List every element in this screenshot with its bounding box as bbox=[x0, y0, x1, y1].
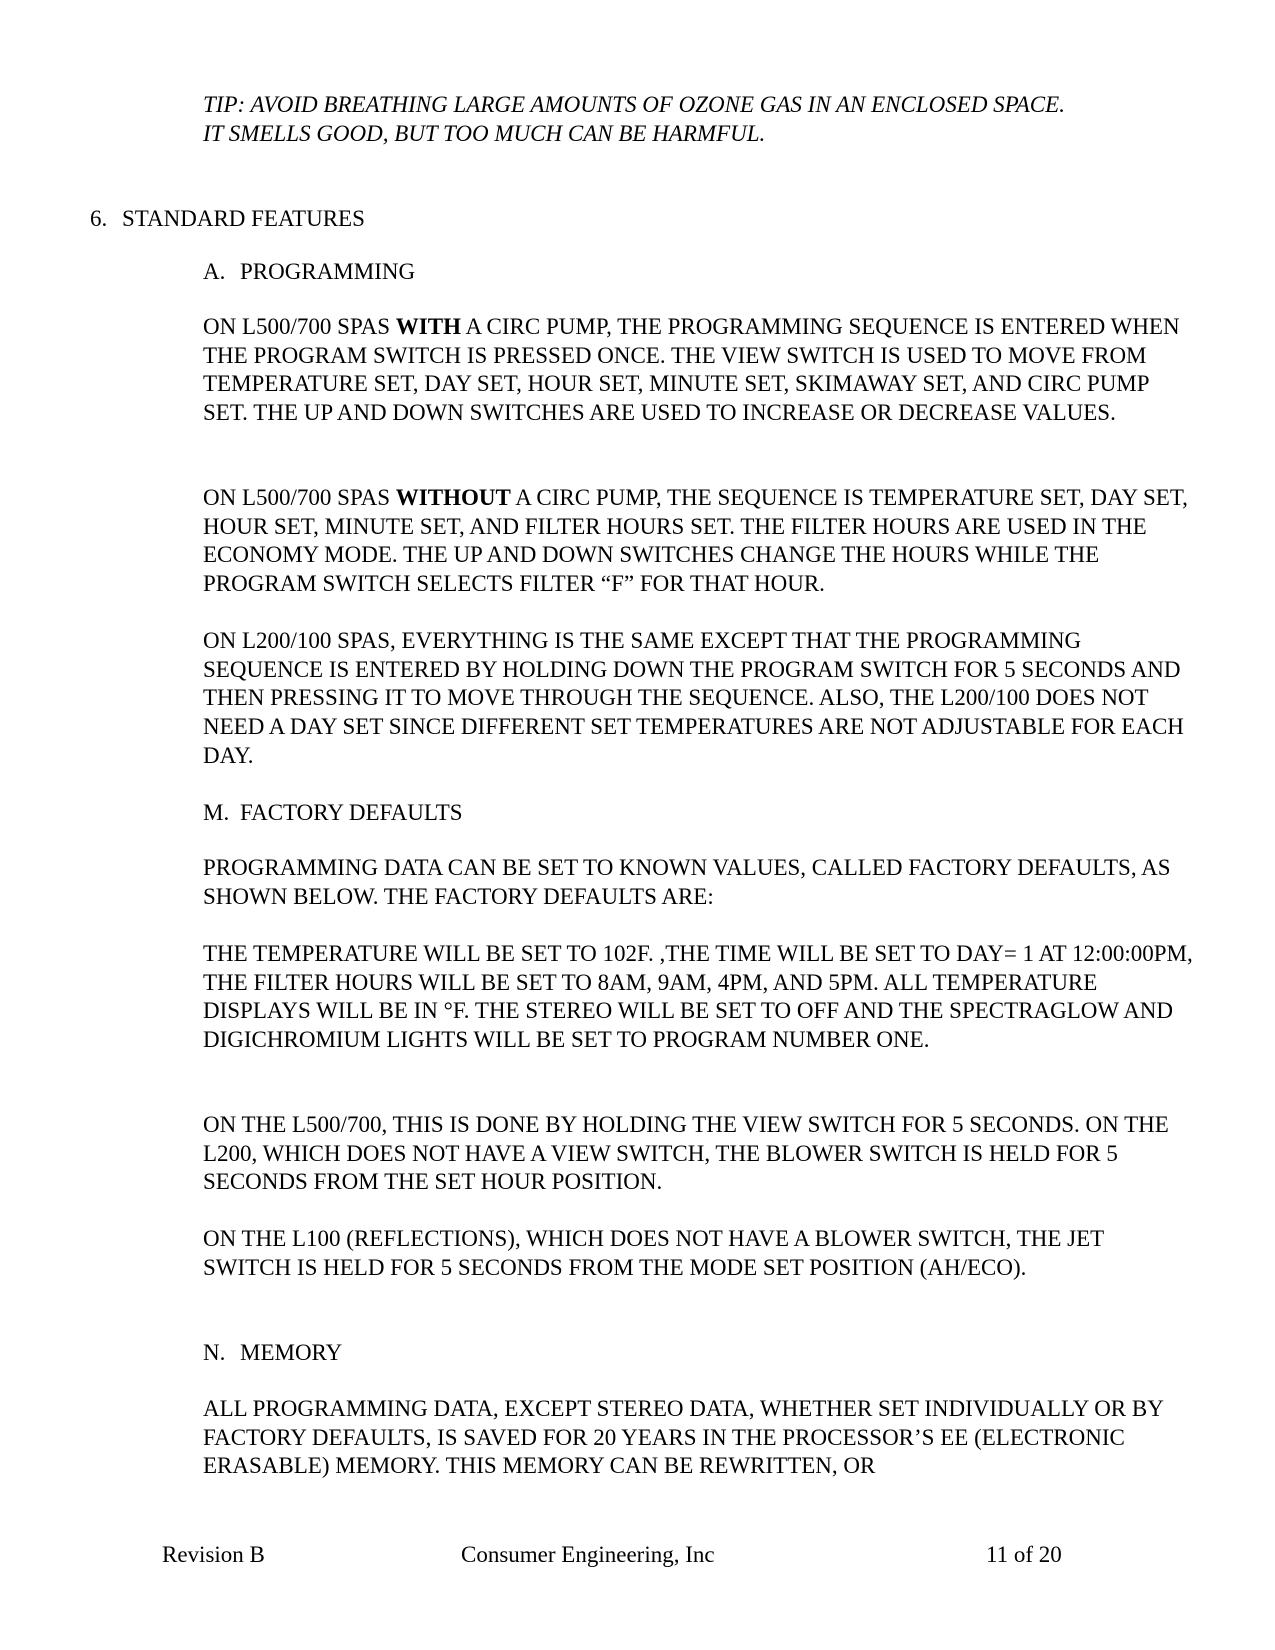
programming-letter: A. bbox=[203, 259, 226, 284]
footer-company: Consumer Engineering, Inc bbox=[461, 1542, 715, 1567]
paragraph-text: THE TEMPERATURE WILL BE SET TO 102F. ,THE TIME WILL BE SET TO DAY= 1 AT 12:00:00PM, THE FILTER HOURS WILL BE SET TO 8AM, 9AM, 4PM, AND 5PM. ALL TEMPERATURE DISPLAYS WILL BE IN °F. THE STEREO WILL BE SET TO OFF AND THE SPECTRAGLOW AND DIGICHROMIUM LIGHTS WILL BE SET TO PROGRAM NUMBER ONE. bbox=[203, 941, 1193, 1053]
factory-defaults-title: FACTORY DEFAULTS bbox=[240, 800, 463, 825]
text-run: ON L500/700 SPAS bbox=[203, 314, 396, 339]
memory-heading bbox=[203, 1338, 342, 1367]
programming-title: PROGRAMMING bbox=[240, 259, 416, 284]
factory-defaults-paragraph-4 bbox=[203, 1225, 1193, 1282]
programming-paragraph-1 bbox=[203, 313, 1193, 428]
memory-paragraph-1 bbox=[203, 1395, 1193, 1481]
programming-paragraph-2 bbox=[203, 484, 1193, 599]
programming-heading bbox=[203, 257, 415, 286]
emphasis-with: WITH bbox=[395, 314, 461, 339]
ozone-tip: TIP: AVOID BREATHING LARGE AMOUNTS OF OZONE GAS IN AN ENCLOSED SPACE. IT SMELLS GOOD, BUT TOO MUCH CAN BE HARMFUL. bbox=[203, 92, 1065, 146]
paragraph-text: PROGRAMMING DATA CAN BE SET TO KNOWN VALUES, CALLED FACTORY DEFAULTS, AS SHOWN BELOW. THE FACTORY DEFAULTS ARE: bbox=[203, 855, 1171, 909]
footer-page-number: 11 of 20 bbox=[986, 1542, 1062, 1567]
factory-defaults-paragraph-2 bbox=[203, 940, 1193, 1055]
section-number: 6. bbox=[90, 206, 108, 231]
paragraph-text: ON THE L100 (REFLECTIONS), WHICH DOES NOT HAVE A BLOWER SWITCH, THE JET SWITCH IS HELD FOR 5 SECONDS FROM THE MODE SET POSITION (AH/ECO). bbox=[203, 1226, 1104, 1280]
paragraph-text: ON THE L500/700, THIS IS DONE BY HOLDING THE VIEW SWITCH FOR 5 SECONDS. ON THE L200, WHICH DOES NOT HAVE A VIEW SWITCH, THE BLOWER SWITCH IS HELD FOR 5 SECONDS FROM THE SET HOUR POSITION. bbox=[203, 1112, 1169, 1195]
memory-title: MEMORY bbox=[240, 1340, 343, 1365]
programming-paragraph-3 bbox=[203, 627, 1193, 771]
memory-letter: N. bbox=[203, 1340, 226, 1365]
factory-defaults-heading bbox=[203, 798, 463, 827]
footer-revision: Revision B bbox=[162, 1542, 265, 1567]
emphasis-without: WITHOUT bbox=[395, 485, 511, 510]
text-run: A CIRC PUMP, THE PROGRAMMING SEQUENCE IS ENTERED WHEN THE PROGRAM SWITCH IS PRESSED ONCE. THE VIEW SWITCH IS USED TO MOVE FROM TEMPERATURE SET, DAY SET, HOUR SET, MINUTE SET, SKIMAWAY SET, AND CIRC PUMP SET. THE UP AND DOWN SWITCHES ARE USED TO INCREASE OR DECREASE VALUES. bbox=[203, 314, 1180, 426]
paragraph-text: ALL PROGRAMMING DATA, EXCEPT STEREO DATA, WHETHER SET INDIVIDUALLY OR BY FACTORY DEFAULTS, IS SAVED FOR 20 YEARS IN THE PROCESSOR’S EE (ELECTRONIC ERASABLE) MEMORY. THIS MEMORY CAN BE REWRITTEN, OR bbox=[203, 1396, 1163, 1479]
factory-defaults-paragraph-3 bbox=[203, 1111, 1193, 1197]
section-title: STANDARD FEATURES bbox=[122, 206, 365, 231]
paragraph-text: ON L200/100 SPAS, EVERYTHING IS THE SAME EXCEPT THAT THE PROGRAMMING SEQUENCE IS ENTERED BY HOLDING DOWN THE PROGRAM SWITCH FOR 5 SECONDS AND THEN PRESSING IT TO MOVE THROUGH THE SEQUENCE. ALSO, THE L200/100 DOES NOT NEED A DAY SET SINCE DIFFERENT SET TEMPERATURES ARE NOT ADJUSTABLE FOR EACH DAY. bbox=[203, 628, 1184, 768]
factory-defaults-paragraph-1 bbox=[203, 854, 1193, 911]
text-run: A CIRC PUMP, THE SEQUENCE IS TEMPERATURE SET, DAY SET, HOUR SET, MINUTE SET, AND FILTER HOURS SET. THE FILTER HOURS ARE USED IN THE ECONOMY MODE. THE UP AND DOWN SWITCHES CHANGE THE HOURS WHILE THE PROGRAM SWITCH SELECTS FILTER “F” FOR THAT HOUR. bbox=[203, 485, 1188, 597]
text-run: ON L500/700 SPAS bbox=[203, 485, 396, 510]
factory-defaults-letter: M. bbox=[203, 800, 230, 825]
section-heading bbox=[90, 204, 365, 233]
